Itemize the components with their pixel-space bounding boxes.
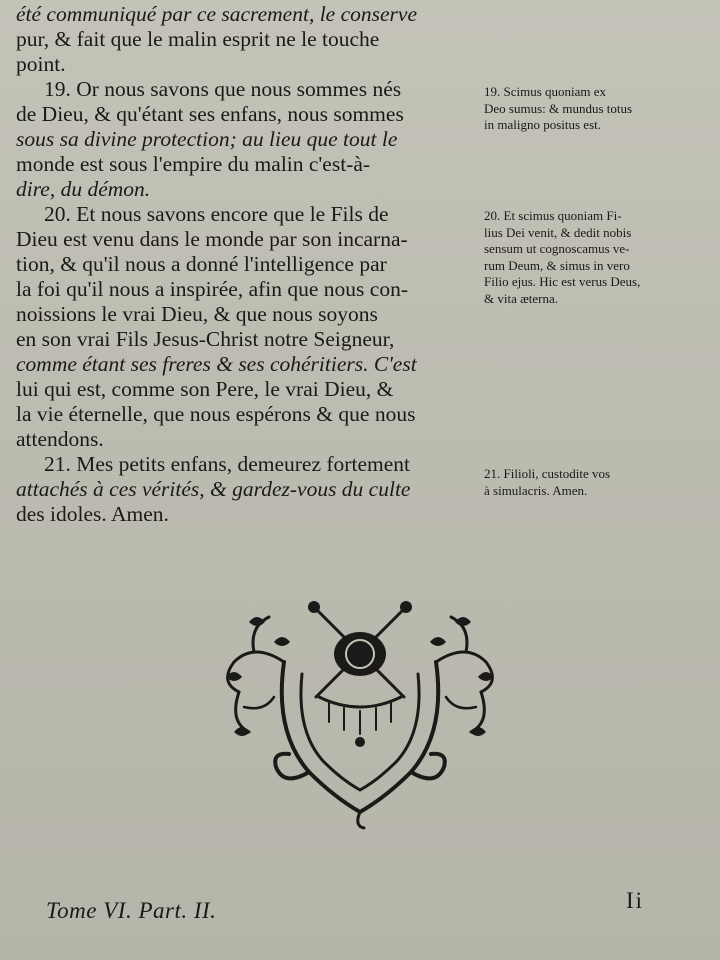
- note-line: Scimus quoniam ex: [503, 84, 607, 99]
- line: des idoles. Amen.: [16, 502, 169, 526]
- verse-21: [16, 452, 476, 527]
- note-number: 20.: [484, 208, 501, 223]
- note-line: in maligno positus est.: [484, 117, 601, 132]
- line: Et nous savons encore que le Fils de: [76, 202, 389, 226]
- intro-text: [16, 2, 476, 77]
- verse-19: [16, 77, 476, 202]
- line: été communiqué par ce sacrement, le conserve: [16, 2, 417, 26]
- line: Dieu est venu dans le monde par son incarna-: [16, 227, 408, 251]
- verse-number: 20.: [44, 202, 71, 226]
- line: pur, & fait que le malin esprit ne le touche: [16, 27, 380, 51]
- note-line: rum Deum, & simus in vero: [484, 257, 630, 273]
- note-number: 21.: [484, 466, 501, 481]
- verse-number: 19.: [44, 77, 71, 101]
- note-line: sensum ut cognoscamus ve-: [484, 241, 630, 256]
- line: comme étant ses freres & ses cohéritiers. C'est: [16, 352, 417, 376]
- line: sous sa divine protection; au lieu que tout le: [16, 127, 398, 151]
- line: attachés à ces vérités, & gardez-vous du culte: [16, 477, 411, 501]
- french-text-column: [16, 2, 476, 527]
- line: en son vrai Fils Jesus-Christ notre Seigneur,: [16, 327, 395, 351]
- note-line: Deo sumus: & mundus totus: [484, 100, 633, 116]
- note-line: & vita æterna.: [484, 290, 559, 306]
- note-line: Et scimus quoniam Fi-: [503, 208, 622, 223]
- verse-number: 21.: [44, 452, 71, 476]
- note-line: Filioli, custodite vos: [503, 466, 611, 481]
- line: monde est sous l'empire du malin c'est-à-: [16, 152, 371, 176]
- note-number: 19.: [484, 84, 501, 99]
- line: attendons.: [16, 427, 104, 451]
- line: Mes petits enfans, demeurez fortement: [76, 452, 410, 476]
- latin-note-20: [484, 208, 714, 307]
- latin-note-19: [484, 84, 714, 134]
- verse-20: [16, 202, 476, 452]
- note-line: à simulacris. Amen.: [484, 482, 588, 498]
- line: lui qui est, comme son Pere, le vrai Dieu, &: [16, 377, 394, 401]
- line: Or nous savons que nous sommes nés: [76, 77, 402, 101]
- catchword: Ii: [626, 888, 645, 913]
- line: tion, & qu'il nous a donné l'intelligence par: [16, 252, 387, 276]
- line: noissions le vrai Dieu, & que nous soyons: [16, 302, 378, 326]
- latin-note-21: [484, 466, 714, 499]
- signature-mark: Tome VI. Part. II.: [46, 898, 217, 923]
- line: de Dieu, & qu'étant ses enfans, nous sommes: [16, 102, 404, 126]
- line: la foi qu'il nous a inspirée, afin que nous con-: [16, 277, 408, 301]
- line: point.: [16, 52, 66, 76]
- line: la vie éternelle, que nous espérons & que nous: [16, 402, 416, 426]
- crest-cartouche-icon: [214, 582, 506, 832]
- line: dire, du démon.: [16, 177, 151, 201]
- note-line: lius Dei venit, & dedit nobis: [484, 224, 632, 240]
- note-line: Filio ejus. Hic est verus Deus,: [484, 274, 641, 289]
